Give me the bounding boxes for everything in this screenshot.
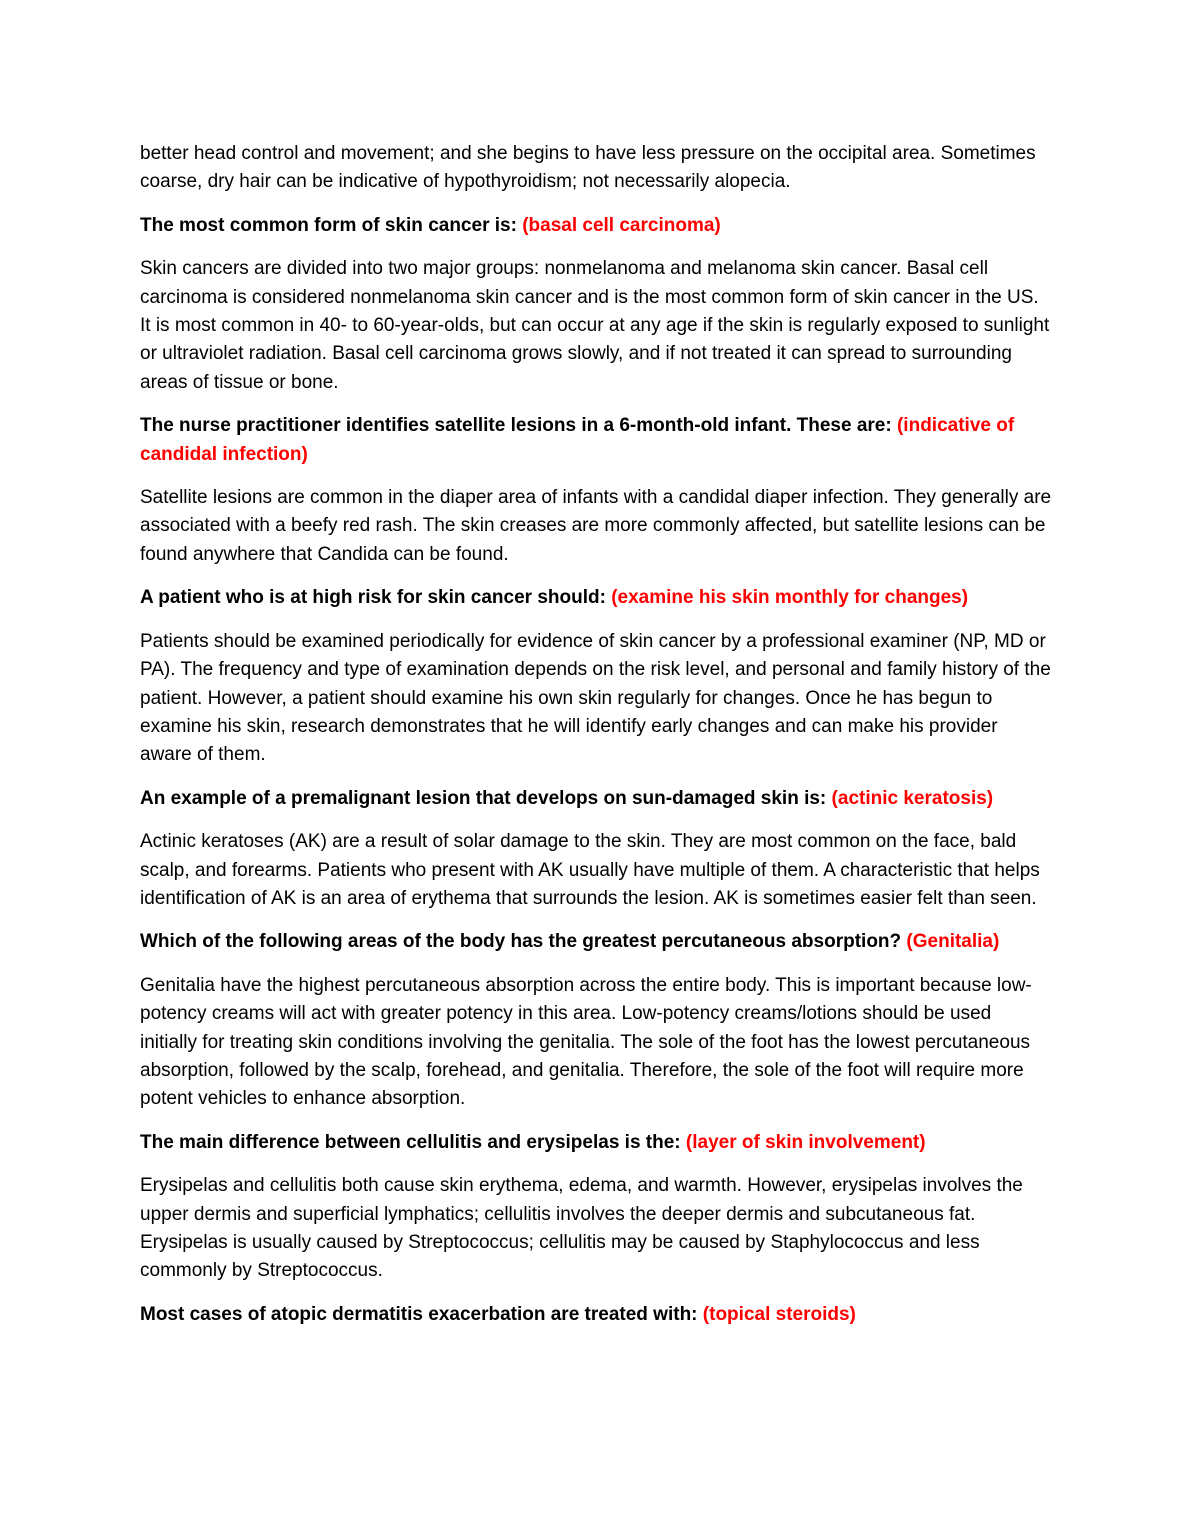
explanation-paragraph: Patients should be examined periodically for evidence of skin cancer by a professional examiner (NP, MD or PA). The frequency and type of examination depends on the risk level, and personal and family history of the patient. However, a patient should examine his own skin regularly for changes. Once he has begun to examine his skin, research demonstrates that he will identify early changes and can make his provider aware of them. [140,630,1051,766]
question-text: The nurse practitioner identifies satellite lesions in a 6-month-old infant. These are: [140,415,892,437]
answer-text: (basal cell carcinoma) [522,214,721,236]
question-high-risk-patient [140,584,1052,612]
question-cellulitis-erysipelas [140,1129,1052,1157]
answer-text: (topical steroids) [702,1303,856,1325]
document-page [140,140,1052,1344]
question-text: A patient who is at high risk for skin cancer should: [140,587,606,609]
question-text: The most common form of skin cancer is: [140,214,517,236]
question-skin-cancer-common [140,212,1052,240]
answer-text: (indicative of candidal infection) [140,415,1015,465]
answer-text: (actinic keratosis) [831,787,994,809]
question-text: Which of the following areas of the body has the greatest percutaneous absorption? [140,931,902,953]
paragraph-intro: better head control and movement; and she begins to have less pressure on the occipital area. Sometimes coarse, dry hair can be indicative of hypothyroidism; not necessarily alopecia. [140,143,1036,193]
question-text: The main difference between cellulitis and erysipelas is the: [140,1131,681,1153]
answer-text: (layer of skin involvement) [685,1131,926,1153]
explanation-paragraph: Actinic keratoses (AK) are a result of solar damage to the skin. They are most common on the face, bald scalp, and forearms. Patients who present with AK usually have multiple of them. A characteristic that helps identification of AK is an area of erythema that surrounds the lesion. AK is sometimes easier felt than seen. [140,831,1040,909]
question-text: Most cases of atopic dermatitis exacerbation are treated with: [140,1303,698,1325]
explanation-paragraph: Genitalia have the highest percutaneous absorption across the entire body. This is important because low-potency creams will act with greater potency in this area. Low-potency creams/lotions should be used initially for treating skin conditions involving the genitalia. The sole of the foot has the lowest percutaneous absorption, followed by the scalp, forehead, and genitalia. Therefore, the sole of the foot will require more potent vehicles to enhance absorption. [140,974,1032,1110]
answer-text: (examine his skin monthly for changes) [611,587,969,609]
explanation-paragraph: Erysipelas and cellulitis both cause skin erythema, edema, and warmth. However, erysipelas involves the upper dermis and superficial lymphatics; cellulitis involves the deeper dermis and subcutaneous fat. Erysipelas is usually caused by Streptococcus; cellulitis may be caused by Staphylococcus and less commonly by Streptococcus. [140,1175,1023,1282]
explanation-paragraph: Satellite lesions are common in the diaper area of infants with a candidal diaper infection. They generally are associated with a beefy red rash. The skin creases are more commonly affected, but satellite lesions can be found anywhere that Candida can be found. [140,487,1052,565]
question-satellite-lesions [140,412,1052,469]
question-percutaneous-absorption [140,928,1052,956]
question-atopic-dermatitis [140,1301,1052,1329]
answer-text: (Genitalia) [906,931,1000,953]
question-text: An example of a premalignant lesion that develops on sun-damaged skin is: [140,787,827,809]
explanation-paragraph: Skin cancers are divided into two major groups: nonmelanoma and melanoma skin cancer. Basal cell carcinoma is considered nonmelanoma skin cancer and is the most common form of skin cancer in the US. It is most common in 40- to 60-year-olds, but can occur at any age if the skin is regularly exposed to sunlight or ultraviolet radiation. Basal cell carcinoma grows slowly, and if not treated it can spread to surrounding areas of tissue or bone. [140,258,1050,393]
question-premalignant-lesion [140,785,1052,813]
